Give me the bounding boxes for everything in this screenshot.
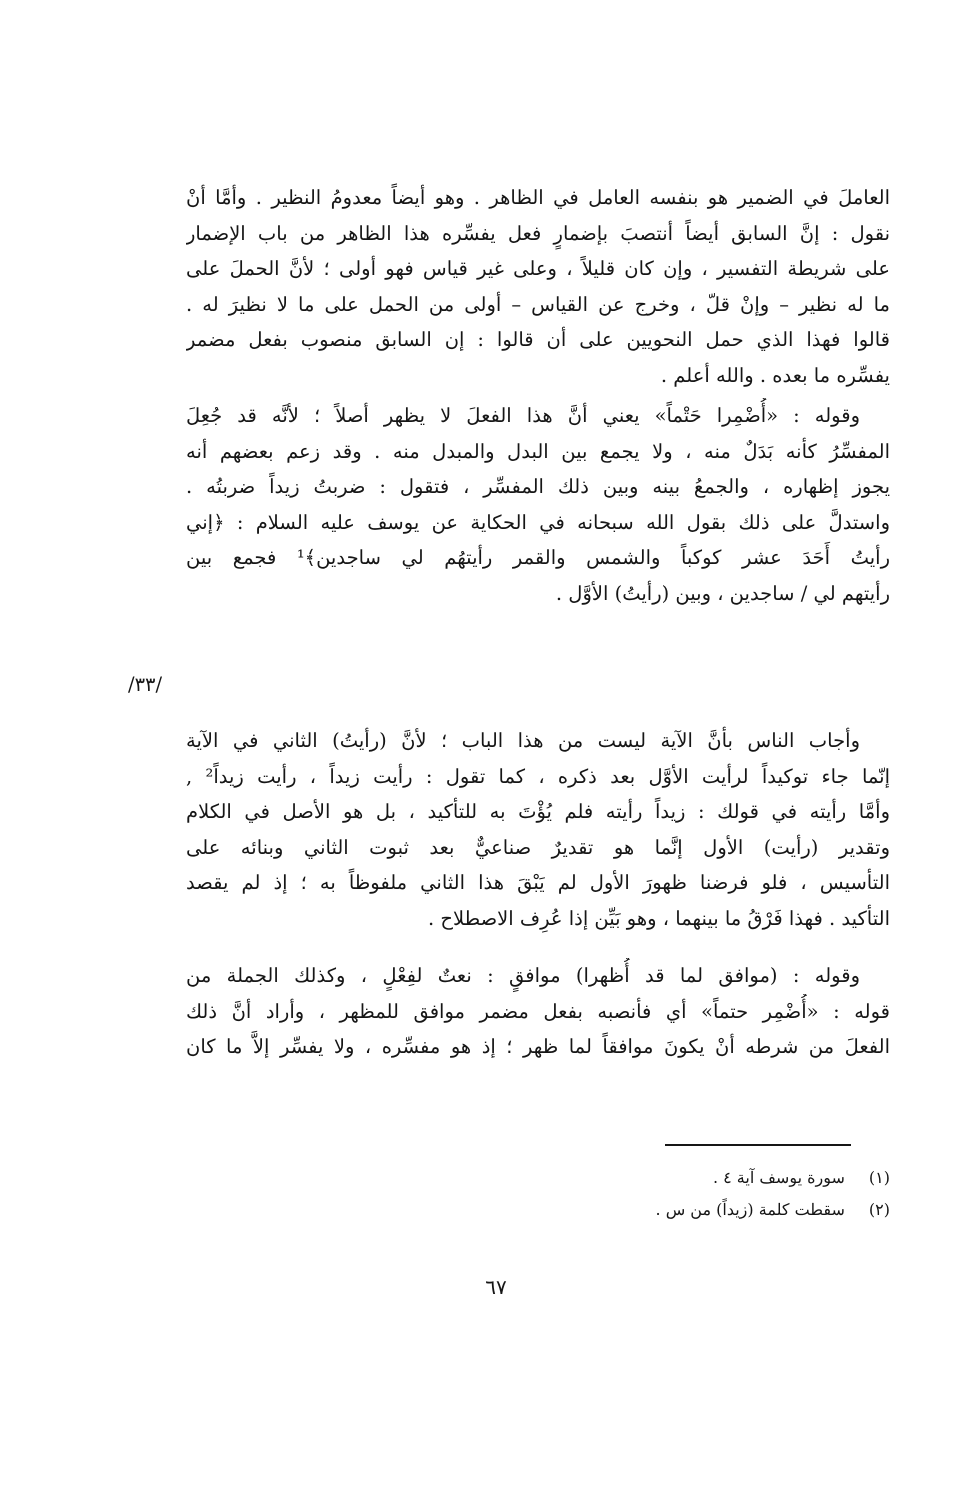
text-line: على شريطة التفسير ، وإن كان قليلاً ، وعلى غير قياس فهو أولى ؛ لأنَّ الحملَ على bbox=[186, 257, 890, 281]
text-line: العاملَ في الضمير هو بنفسه العامل في الظاهر . وهو أيضاً معدومُ النظير . وأمَّا أنْ bbox=[186, 186, 890, 209]
text-line: رأيتهم لي / ساجدين ، وبين (رأيتُ) الأوَّل . bbox=[555, 581, 890, 605]
text-line: قوله : «أُضْمِر حتماً» أي فأنصبه بفعل مضمر موافق للمظهر ، وأراد أنَّ ذلك bbox=[186, 999, 890, 1023]
text-line: واستدلَّ على ذلك بقول الله سبحانه في الحكاية عن يوسف عليه السلام : ﴿إني bbox=[186, 510, 890, 534]
text-line: رأيتُ أَحَدَ عشر كوكباً والشمس والقمر رأيتهُم لي ساجدين﴾¹ فجمع بين bbox=[186, 546, 890, 570]
text-line: المفسِّرُ كأنه بَدَلٌ منه ، ولا يجمع بين البدل والمبدل منه . وقد زعم بعضهم أنه bbox=[186, 439, 890, 463]
text-line: وأجاب الناس بأنَّ الآية ليست من هذا الباب ؛ لأنَّ (رأيتُ) الثاني في الآية bbox=[186, 729, 860, 752]
text-line: الفعلَ من شرطه أنْ يكونَ موافقاً لما ظهر ؛ إذ هو مفسِّره ، ولا يفسِّر إلاَّ ما كان bbox=[186, 1035, 890, 1059]
text-line: التأسيس ، فلو فرضنا ظهورَ الأول لم يَبْقَ هذا الثاني ملفوظاً به ؛ إذ لم يقصد bbox=[186, 871, 890, 895]
footnote-number: (٢) bbox=[868, 1200, 890, 1219]
margin-page-reference: /٣٣/ bbox=[128, 673, 163, 696]
paragraph-1 bbox=[186, 180, 890, 394]
text-line: وقوله : «أُضْمِرا حَتْماً» يعني أنَّ هذا الفعلَ لا يظهر أصلاً ؛ لأنَّه قد جُعِلَ bbox=[186, 404, 860, 427]
footnote-number: (١) bbox=[868, 1168, 890, 1187]
text-line: يجوز إظهاره ، والجمعُ بينه وبين ذلك المفسِّر ، فتقول : ضربتُ زيداً ضربتُه . bbox=[186, 475, 890, 499]
text-line: ما له نظير – وإنْ قلّ ، وخرج عن القياس – أولى من الحمل على ما لا نظيرَ له . bbox=[186, 292, 890, 316]
text-line: قالوا فهذا الذي حمل النحويين على أن قالوا : إن السابق منصوب بفعل مضمر bbox=[186, 328, 890, 352]
paragraph-3 bbox=[186, 723, 890, 937]
paragraph-2 bbox=[186, 398, 890, 612]
text-line: نقول : إنَّ السابق أيضاً أنتصبَ بإضمارٍ فعل يفسِّره هذا الظاهر من باب الإضمار bbox=[186, 221, 890, 245]
footnote-divider bbox=[665, 1144, 851, 1146]
text-line: إنّما جاء توكيداً لرأيت الأوَّل بعد ذكره ، كما تقول : رأيت زيداً ، رأيت زيداً² , bbox=[186, 764, 890, 788]
footnotes bbox=[420, 1162, 890, 1226]
footnote-item bbox=[420, 1162, 890, 1194]
text-line: التأكيد . فهذا فَرْقُ ما بينهما ، وهو بَيِّن إذا عُرِف الاصطلاح . bbox=[428, 906, 890, 930]
page-number: ٦٧ bbox=[485, 1275, 507, 1299]
footnote-text: سورة يوسف آية ٤ . bbox=[712, 1168, 845, 1187]
footnote-item bbox=[420, 1194, 890, 1226]
text-line: وأمَّا رأيته في قولك : زيداً رأيته فلم يُؤْتَ به للتأكيد ، بل هو الأصل في الكلام bbox=[186, 800, 890, 824]
text-line: وقوله : (موافق لما قد أُظهرا) موافقٍ : نعتٌ لفِعْلٍ ، وكذلك الجملة من bbox=[186, 964, 860, 987]
footnote-text: سقطت كلمة (زيداً) من س . bbox=[655, 1200, 845, 1219]
text-line: وتقدير (رأيت) الأول إنَّما هو تقديرٌ صناعيٌّ بعد ثبوت الثاني وبنائه على bbox=[186, 835, 890, 859]
text-line: يفسِّره ما بعده . والله أعلم . bbox=[660, 363, 890, 387]
paragraph-4 bbox=[186, 958, 890, 1065]
